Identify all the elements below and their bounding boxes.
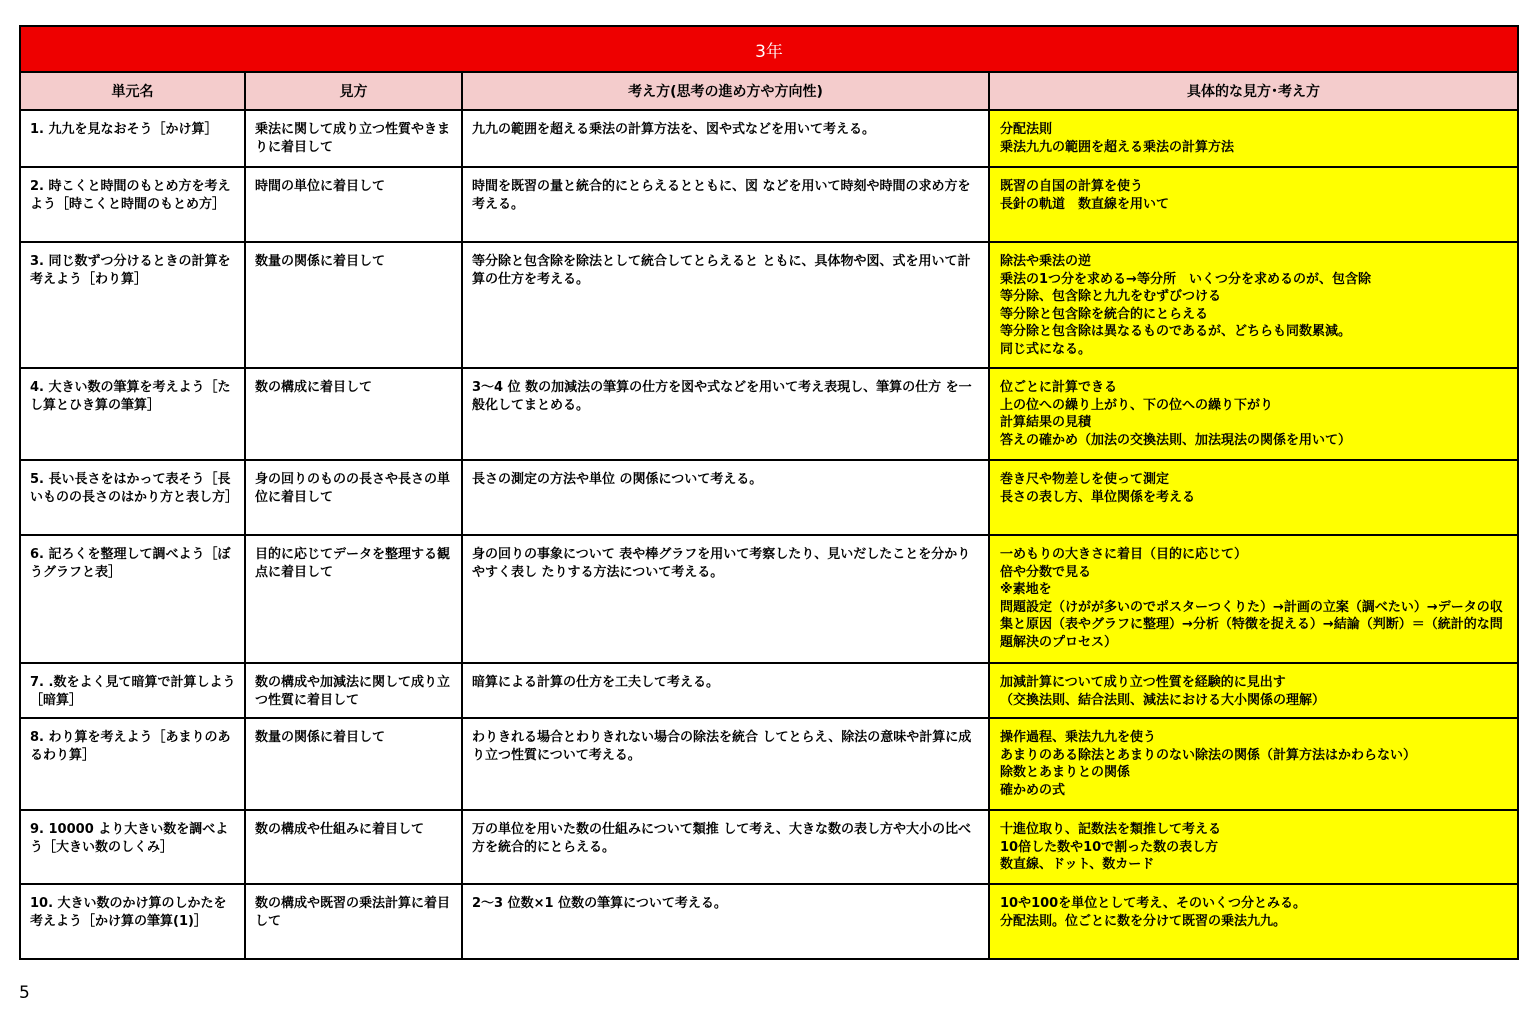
view-cell: 数の構成に着目して	[245, 368, 462, 460]
concrete-cell: 一めもりの大きさに着目（目的に応じて） 倍や分数で見る ※素地を 問題設定（けがが多いのでポスターつくりた）→計画の立案（調べたい）→データの収集と原因（表やグラフに整理）→分析（特徴を捉える）→結論（判断）＝（統計的な問題解決のプロセス）	[989, 535, 1518, 663]
unit-cell: 9. 10000 より大きい数を調べよう［大きい数のしくみ］	[20, 810, 245, 884]
thinking-cell: わりきれる場合とわりきれない場合の除法を統合 してとらえ、除法の意味や計算に成り立つ性質について考える。	[462, 718, 989, 810]
view-cell: 数の構成や加減法に関して成り立つ性質に着目して	[245, 663, 462, 718]
table-row	[20, 884, 1518, 959]
title-row	[20, 26, 1518, 72]
table-row	[20, 718, 1518, 810]
table-row	[20, 810, 1518, 884]
table-row	[20, 167, 1518, 242]
table-row	[20, 368, 1518, 460]
thinking-cell: 時間を既習の量と統合的にとらえるとともに、図 などを用いて時刻や時間の求め方を考える。	[462, 167, 989, 242]
header-view: 見方	[245, 72, 462, 110]
table-row	[20, 242, 1518, 368]
table-row	[20, 663, 1518, 718]
view-cell: 乗法に関して成り立つ性質やきまりに着目して	[245, 110, 462, 167]
thinking-cell: 身の回りの事象について 表や棒グラフを用いて考察したり、見いだしたことを分かりやすく表し たりする方法について考える。	[462, 535, 989, 663]
unit-cell: 4. 大きい数の筆算を考えよう［たし算とひき算の筆算］	[20, 368, 245, 460]
view-cell: 数の構成や仕組みに着目して	[245, 810, 462, 884]
view-cell: 数の構成や既習の乗法計算に着目して	[245, 884, 462, 959]
concrete-cell: 加減計算について成り立つ性質を経験的に見出す （交換法則、結合法則、減法における大小関係の理解）	[989, 663, 1518, 718]
header-row	[20, 72, 1518, 110]
thinking-cell: 2～3 位数×1 位数の筆算について考える。	[462, 884, 989, 959]
concrete-cell: 巻き尺や物差しを使って測定 長さの表し方、単位関係を考える	[989, 460, 1518, 535]
view-cell: 数量の関係に着目して	[245, 718, 462, 810]
unit-cell: 2. 時こくと時間のもとめ方を考えよう［時こくと時間のもとめ方］	[20, 167, 245, 242]
unit-cell: 5. 長い長さをはかって表そう［長いものの長さのはかり方と表し方］	[20, 460, 245, 535]
concrete-cell: 十進位取り、記数法を類推して考える 10倍した数や10で割った数の表し方 数直線、ドット、数カード	[989, 810, 1518, 884]
view-cell: 時間の単位に着目して	[245, 167, 462, 242]
view-cell: 数量の関係に着目して	[245, 242, 462, 368]
thinking-cell: 暗算による計算の仕方を工夫して考える。	[462, 663, 989, 718]
concrete-cell: 位ごとに計算できる 上の位への繰り上がり、下の位への繰り下がり 計算結果の見積 答えの確かめ（加法の交換法則、加法現法の関係を用いて）	[989, 368, 1518, 460]
unit-cell: 3. 同じ数ずつ分けるときの計算を考えよう［わり算］	[20, 242, 245, 368]
unit-cell: 6. 記ろくを整理して調べよう［ぼうグラフと表］	[20, 535, 245, 663]
concrete-cell: 操作過程、乗法九九を使う あまりのある除法とあまりのない除法の関係（計算方法はかわらない） 除数とあまりとの関係 確かめの式	[989, 718, 1518, 810]
table-row	[20, 110, 1518, 167]
header-thinking: 考え方(思考の進め方や方向性)	[462, 72, 989, 110]
thinking-cell: 3～4 位 数の加減法の筆算の仕方を図や式などを用いて考え表現し、筆算の仕方 を一般化してまとめる。	[462, 368, 989, 460]
view-cell: 身の回りのものの長さや長さの単位に着目して	[245, 460, 462, 535]
thinking-cell: 等分除と包含除を除法として統合してとらえると ともに、具体物や図、式を用いて計算の仕方を考える。	[462, 242, 989, 368]
concrete-cell: 除法や乗法の逆 乗法の1つ分を求める→等分所 いくつ分を求めるのが、包含除 等分除、包含除と九九をむずびつける 等分除と包含除を統合的にとらえる 等分除と包含除は異なるものであるが、どちらも同数累減。 同じ式になる。	[989, 242, 1518, 368]
thinking-cell: 九九の範囲を超える乗法の計算方法を、図や式などを用いて考える。	[462, 110, 989, 167]
thinking-cell: 万の単位を用いた数の仕組みについて類推 して考え、大きな数の表し方や大小の比べ方を統合的にとらえる。	[462, 810, 989, 884]
header-concrete: 具体的な見方･考え方	[989, 72, 1518, 110]
unit-cell: 1. 九九を見なおそう［かけ算］	[20, 110, 245, 167]
unit-cell: 7. .数をよく見て暗算で計算しよう［暗算］	[20, 663, 245, 718]
concrete-cell: 分配法則 乗法九九の範囲を超える乗法の計算方法	[989, 110, 1518, 167]
concrete-cell: 10や100を単位として考え、そのいくつ分とみる。 分配法則。位ごとに数を分けて既習の乗法九九。	[989, 884, 1518, 959]
curriculum-table	[19, 25, 1519, 960]
unit-cell: 8. わり算を考えよう［あまりのあるわり算］	[20, 718, 245, 810]
table-row	[20, 460, 1518, 535]
view-cell: 目的に応じてデータを整理する観点に着目して	[245, 535, 462, 663]
thinking-cell: 長さの測定の方法や単位 の関係について考える。	[462, 460, 989, 535]
page-number: 5	[19, 983, 30, 1003]
grade-title: 3年	[20, 26, 1518, 72]
unit-cell: 10. 大きい数のかけ算のしかたを考えよう［かけ算の筆算(1)］	[20, 884, 245, 959]
concrete-cell: 既習の自国の計算を使う 長針の軌道 数直線を用いて	[989, 167, 1518, 242]
table-row	[20, 535, 1518, 663]
header-unit: 単元名	[20, 72, 245, 110]
